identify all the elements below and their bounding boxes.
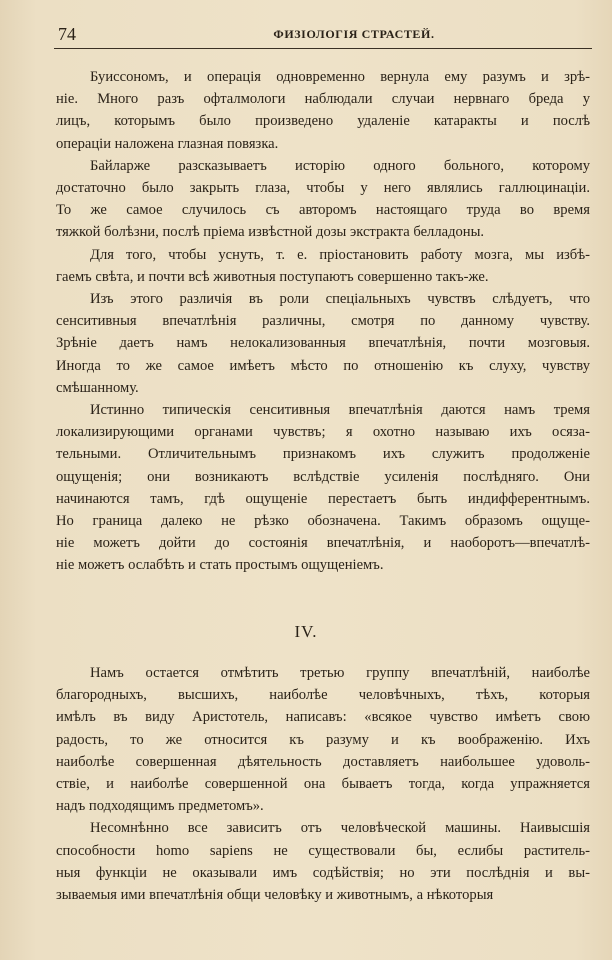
- text-line: Но граница далеко не рѣзко обозначена. Такимъ образомъ ощуще-: [56, 513, 590, 530]
- paragraph: [56, 66, 590, 155]
- text-line: То же самое случилось съ авторомъ настоящаго труда во время: [56, 202, 590, 219]
- page-header: [54, 24, 592, 48]
- text-line: Намъ остается отмѣтить третью группу впечатлѣній, наиболѣе: [90, 665, 590, 681]
- text-line: способности homo sapiens не существовали бы, еслибы раститель-: [56, 842, 590, 859]
- text-line: ствіе, и наиболѣе совершенной она бываетъ тогда, когда упражняется: [56, 776, 590, 793]
- text-line: Для того, чтобы уснуть, т. е. пріостановить работу мозга, мы избѣ-: [90, 246, 590, 263]
- text-line: гаемъ свѣта, и почти всѣ животныя поступаютъ совершенно такъ-же.: [56, 268, 489, 285]
- header-rule: [54, 48, 592, 49]
- text-line: наиболѣе совершенная дѣятельность доставляетъ наибольшее удоволь-: [56, 753, 590, 770]
- text-line: тельными. Отличительнымъ признакомъ ихъ служитъ продолженіе: [56, 446, 590, 463]
- text-line: ощущенія; они возникаютъ вслѣдствіе усиленія послѣдняго. Они: [56, 468, 590, 485]
- text-line: ніе можетъ дойти до состоянія впечатлѣнія, и наоборотъ—впечатлѣ-: [56, 535, 590, 552]
- text-line: операціи наложена глазная повязка.: [56, 135, 279, 152]
- text-line: ніе можетъ ослабѣть и стать простымъ ощущеніемъ.: [56, 557, 384, 574]
- running-title: ФИЗІОЛОГІЯ СТРАСТЕЙ.: [273, 27, 435, 41]
- text-line: Иногда то же самое имѣетъ мѣсто по отношенію къ слуху, чувству: [56, 357, 590, 374]
- text-line: смѣшанному.: [56, 379, 139, 396]
- text-line: сенситивныя впечатлѣнія различны, смотря по данному чувству.: [56, 313, 590, 330]
- text-line: ніе. Много разъ офталмологи наблюдали случаи нервнаго бреда у: [56, 91, 590, 108]
- paragraph: [56, 288, 590, 399]
- text-line: Зрѣніе даетъ намъ нелокализованныя впечатлѣнія, почти мозговыя.: [56, 335, 590, 352]
- text-line: зываемыя ими впечатлѣнія общи человѣку и животнымъ, а нѣкоторыя: [56, 887, 494, 904]
- text-line: Буиссономъ, и операція одновременно вернула ему разумъ и зрѣ-: [90, 69, 590, 85]
- paragraph: [56, 244, 590, 288]
- text-body-top: [56, 66, 590, 577]
- text-line: Истинно типическія сенситивныя впечатлѣнія даются намъ тремя: [90, 402, 590, 419]
- paragraph: [56, 155, 590, 244]
- text-line: Изъ этого различія въ роли спеціальныхъ чувствъ слѣдуетъ, что: [90, 291, 590, 308]
- text-line: Несомнѣнно все зависитъ отъ человѣческой машины. Наивысшія: [90, 820, 590, 837]
- paragraph: [56, 399, 590, 577]
- section-heading: IV.: [294, 622, 318, 641]
- text-line: локализирующими органами чувствъ; я охотно называю ихъ осяза-: [56, 424, 590, 441]
- text-line: лицъ, которымъ было произведено удаленіе катаракты и послѣ: [56, 113, 590, 130]
- text-line: Байларже разсказываетъ исторію одного больного, которому: [90, 157, 590, 174]
- text-body-bottom: [56, 662, 590, 906]
- text-line: тяжкой болѣзни, послѣ пріема извѣстной дозы экстракта белладоны.: [56, 224, 485, 241]
- text-line: радость, то же относится къ разуму и къ воображенію. Ихъ: [56, 731, 590, 748]
- text-line: начинаются тамъ, гдѣ ощущеніе перестаетъ быть индифферентнымъ.: [56, 490, 590, 507]
- text-line: достаточно было закрыть глаза, чтобы у него являлись галлюцинаціи.: [56, 180, 590, 197]
- text-line: благородныхъ, высшихъ, наиболѣе человѣчныхъ, тѣхъ, которыя: [56, 687, 590, 704]
- text-line: надъ подходящимъ предметомъ».: [56, 798, 264, 815]
- text-line: имѣлъ въ виду Аристотель, написавъ: «всякое чувство имѣетъ свою: [56, 709, 590, 726]
- text-line: ныя функціи не оказывали имъ содѣйствія; но эти послѣднія и вы-: [56, 864, 590, 881]
- paragraph: [56, 817, 590, 906]
- page-number: 74: [58, 24, 76, 44]
- paragraph: [56, 662, 590, 817]
